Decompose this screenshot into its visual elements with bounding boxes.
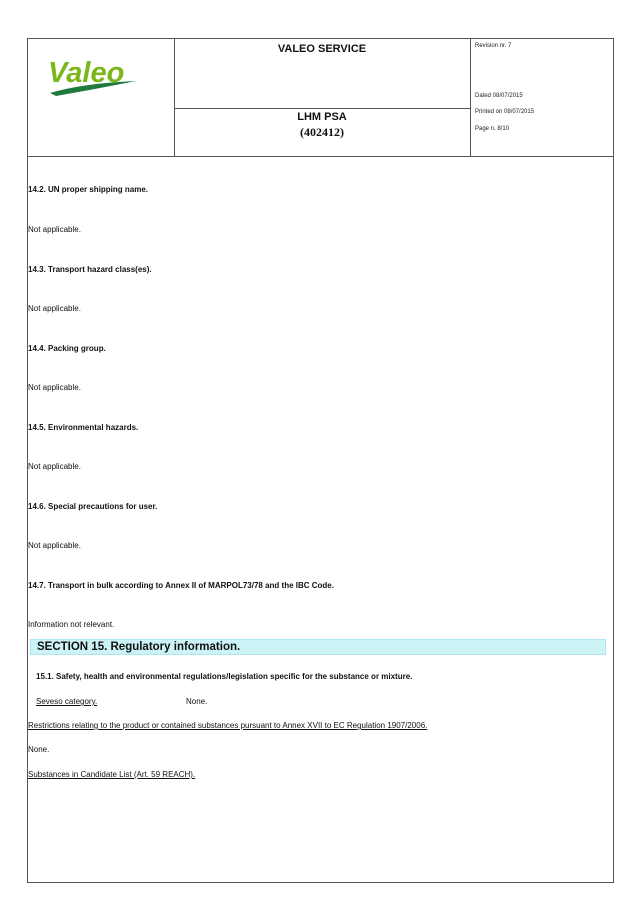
valeo-logo [44,49,144,97]
text-14-6: Not applicable. [28,541,81,550]
restrictions-label: Restrictions relating to the product or contained substances pursuant to Annex XVII to EC Regulation 1907/2006. [28,721,428,730]
company-name: VALEO SERVICE [277,43,367,55]
text-14-3: Not applicable. [28,304,81,313]
logo-text: Valeo [48,57,125,89]
page-number: Page n. 8/10 [475,126,510,132]
product-code: (402412) [300,125,344,139]
text-14-2: Not applicable. [28,225,81,234]
seveso-value: None. [186,697,208,706]
text-14-7: Information not relevant. [28,620,115,629]
candidate-list-label: Substances in Candidate List (Art. 59 REACH). [28,770,196,779]
text-14-4: Not applicable. [28,383,81,392]
revision-number: Revision nr. 7 [475,43,512,49]
restrictions-value: None. [28,745,50,754]
header-divider [470,39,471,156]
heading-15-1: 15.1. Safety, health and environmental regulations/legislation specific for the substance or mixture. [36,672,413,681]
heading-14-7: 14.7. Transport in bulk according to Annex II of MARPOL73/78 and the IBC Code. [28,581,334,590]
text-14-5: Not applicable. [28,462,81,471]
section-15-title: SECTION 15. Regulatory information. [37,641,241,653]
document-header [28,39,613,157]
heading-14-4: 14.4. Packing group. [28,344,106,353]
section-15-header [30,639,606,655]
dated: Dated 08/07/2015 [475,93,523,99]
heading-14-3: 14.3. Transport hazard class(es). [28,265,152,274]
printed-date: Printed on 08/07/2015 [475,109,535,115]
product-name: LHM PSA [297,111,347,123]
heading-14-6: 14.6. Special precautions for user. [28,502,158,511]
heading-14-2: 14.2. UN proper shipping name. [28,185,149,194]
heading-14-5: 14.5. Environmental hazards. [28,423,139,432]
page-frame [27,38,614,883]
seveso-label: Seveso category. [36,697,98,706]
header-divider [174,108,470,109]
